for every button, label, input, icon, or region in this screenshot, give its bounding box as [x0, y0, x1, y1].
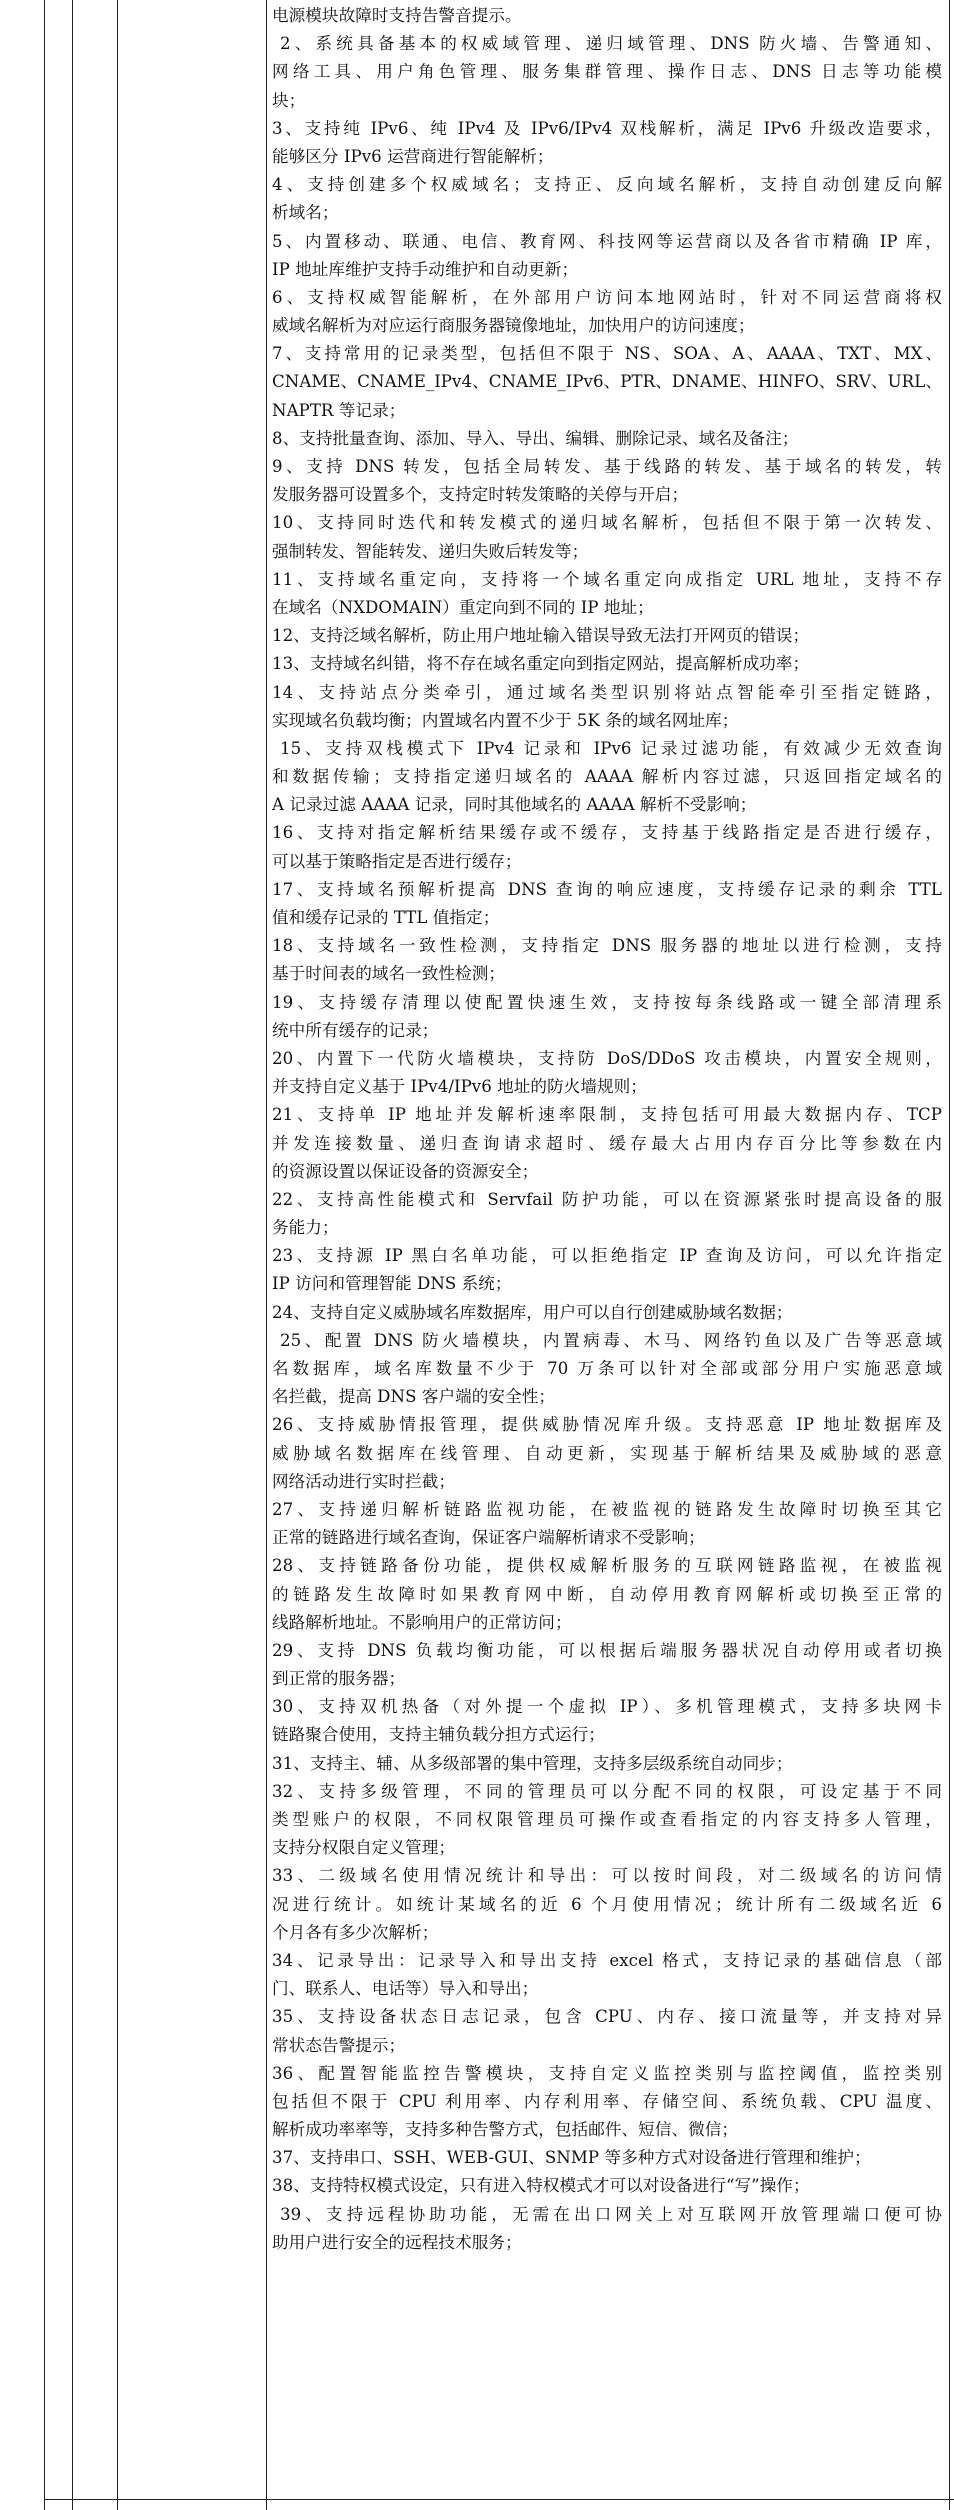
text-line: 线路解析地址。不影响用户的正常访问；: [272, 1612, 572, 1632]
text-line: 威胁域名数据库在线管理、自动更新，实现基于解析结果及威胁域的恶意: [272, 1443, 942, 1463]
text-line: 2、系统具备基本的权威域管理、递归域管理、DNS 防火墙、告警通知、: [280, 34, 942, 54]
table-border-right: [949, 0, 950, 2510]
text-line: 发服务器可设置多个，支持定时转发策略的关停与开启；: [272, 485, 689, 505]
text-line: 可以基于策略指定是否进行缓存；: [272, 851, 522, 871]
text-line: 38、支持特权模式设定，只有进入特权模式才可以对设备进行“写”操作；: [272, 2176, 810, 2196]
text-line: 名数据库，域名库数量不少于 70 万条可以针对全部或部分用户实施恶意域: [272, 1359, 942, 1378]
text-line: 到正常的服务器；: [272, 1669, 406, 1689]
text-line: 21、支持单 IP 地址并发解析速率限制，支持包括可用最大数据内存、TCP: [272, 1105, 942, 1125]
text-line: 并发连接数量、递归查询请求超时、缓存最大占用内存百分比等参数在内: [272, 1133, 942, 1153]
text-line: 名拦截，提高 DNS 客户端的安全性；: [272, 1387, 556, 1407]
text-line: 37、支持串口、SSH、WEB-GUI、SNMP 等多种方式对设备进行管理和维护；: [272, 2148, 871, 2168]
text-line: 能够区分 IPv6 运营商进行智能解析；: [272, 146, 554, 166]
text-line: 务能力；: [272, 1218, 339, 1238]
text-line: 34、记录导出：记录导入和导出支持 excel 格式，支持记录的基础信息（部: [272, 1950, 942, 1970]
text-line: 3、支持纯 IPv6、纯 IPv4 及 IPv6/IPv4 双栈解析，满足 IPv6 升级改造要求，: [272, 118, 942, 138]
text-line: 25、配置 DNS 防火墙模块，内置病毒、木马、网络钓鱼以及广告等恶意域: [280, 1330, 942, 1350]
text-line: 支持分权限自定义管理；: [272, 1838, 456, 1858]
text-line: 在域名（NXDOMAIN）重定向到不同的 IP 地址；: [272, 597, 654, 617]
text-line: 26、支持威胁情报管理，提供威胁情况库升级。支持恶意 IP 地址数据库及: [272, 1415, 942, 1435]
text-line: 15、支持双栈模式下 IPv4 记录和 IPv6 记录过滤功能，有效减少无效查询: [280, 738, 942, 758]
text-line: A 记录过滤 AAAA 记录，同时其他域名的 AAAA 解析不受影响；: [272, 795, 757, 815]
text-line: 7、支持常用的记录类型，包括但不限于 NS、SOA、A、AAAA、TXT、MX、: [272, 344, 942, 364]
text-line: 实现域名负载均衡；内置域名内置不少于 5K 条的域名网址库；: [272, 710, 739, 730]
text-line: 块；: [272, 90, 306, 110]
text-line: 4、支持创建多个权威域名；支持正、反向域名解析，支持自动创建反向解: [272, 175, 942, 195]
text-line: 36、配置智能监控告警模块，支持自定义监控类别与监控阈值，监控类别: [272, 2063, 942, 2083]
text-line: 的资源设置以保证设备的资源安全；: [272, 1161, 539, 1181]
text-line: 13、支持域名纠错，将不存在域名重定向到指定网站，提高解析成功率；: [272, 654, 810, 674]
table-column-divider-1: [72, 0, 73, 2510]
text-line: 个月各有多少次解析；: [272, 1922, 439, 1942]
text-line: 14、支持站点分类牵引，通过域名类型识别将站点智能牵引至指定链路，: [272, 682, 942, 702]
text-line: 22、支持高性能模式和 Servfail 防护功能，可以在资源紧张时提高设备的服: [272, 1189, 942, 1209]
text-line: CNAME、CNAME_IPv4、CNAME_IPv6、PTR、DNAME、HINFO、SRV、URL、: [272, 372, 942, 392]
text-line: 16、支持对指定解析结果缓存或不缓存，支持基于线路指定是否进行缓存，: [272, 823, 942, 843]
text-line: 助用户进行安全的远程技术服务；: [272, 2232, 522, 2252]
text-line: 8、支持批量查询、添加、导入、导出、编辑、删除记录、域名及备注；: [272, 428, 799, 448]
text-line: 19、支持缓存清理以使配置快速生效，支持按每条线路或一键全部清理系: [272, 992, 942, 1012]
text-line: 10、支持同时迭代和转发模式的递归域名解析，包括但不限于第一次转发、: [272, 513, 942, 533]
text-line: 况进行统计。如统计某域名的近 6 个月使用情况；统计所有二级域名近 6: [272, 1894, 942, 1914]
text-line: 23、支持源 IP 黑白名单功能，可以拒绝指定 IP 查询及访问，可以允许指定: [272, 1246, 942, 1266]
text-line: 29、支持 DNS 负载均衡功能，可以根据后端服务器状况自动停用或者切换: [272, 1640, 942, 1660]
text-line: 网络工具、用户角色管理、服务集群管理、操作日志、DNS 日志等功能模: [272, 62, 942, 82]
table-column-divider-3: [266, 0, 267, 2510]
text-line: IP 地址库维护支持手动维护和自动更新；: [272, 259, 579, 279]
text-line: 12、支持泛域名解析，防止用户地址输入错误导致无法打开网页的错误；: [272, 626, 810, 646]
text-line: 基于时间表的域名一致性检测；: [272, 964, 506, 984]
text-line: 30、支持双机热备（对外提一个虚拟 IP）、多机管理模式，支持多块网卡: [272, 1697, 942, 1717]
text-line: 9、支持 DNS 转发，包括全局转发、基于线路的转发、基于域名的转发，转: [272, 457, 942, 476]
text-line: 包括但不限于 CPU 利用率、内存利用率、存储空间、系统负载、CPU 温度、: [272, 2091, 942, 2111]
text-line: 威域名解析为对应运行商服务器镜像地址，加快用户的访问速度；: [272, 316, 755, 336]
text-line: 统中所有缓存的记录；: [272, 1020, 439, 1040]
text-line: NAPTR 等记录；: [272, 400, 406, 420]
text-line: 链路聚合使用，支持主辅负载分担方式运行；: [272, 1725, 605, 1745]
text-line: 并支持自定义基于 IPv4/IPv6 地址的防火墙规则；: [272, 1077, 647, 1097]
table-bottom-rule: [44, 2499, 954, 2500]
text-line: 17、支持域名预解析提高 DNS 查询的响应速度，支持缓存记录的剩余 TTL: [272, 879, 942, 899]
text-line: 门、联系人、电话等）导入和导出；: [272, 1979, 539, 1999]
text-line: 析域名；: [272, 203, 339, 223]
text-line: 31、支持主、辅、从多级部署的集中管理，支持多层级系统自动同步；: [272, 1753, 793, 1773]
table-border-left: [44, 0, 45, 2510]
text-line: 5、内置移动、联通、电信、教育网、科技网等运营商以及各省市精确 IP 库，: [272, 231, 942, 251]
text-line: 解析成功率率等，支持多种告警方式，包括邮件、短信、微信；: [272, 2120, 739, 2140]
text-line: 6、支持权威智能解析，在外部用户访问本地网站时，针对不同运营商将权: [272, 287, 942, 307]
text-line: 和数据传输；支持指定递归域名的 AAAA 解析内容过滤，只返回指定域名的: [272, 767, 942, 787]
table-column-divider-2: [117, 0, 118, 2510]
text-line: 11、支持域名重定向，支持将一个域名重定向成指定 URL 地址，支持不存: [272, 569, 942, 589]
text-line: 20、内置下一代防火墙模块，支持防 DoS/DDoS 攻击模块，内置安全规则，: [272, 1048, 942, 1068]
text-line: 网络活动进行实时拦截；: [272, 1471, 456, 1491]
text-line: 强制转发、智能转发、递归失败后转发等；: [272, 541, 589, 561]
text-line: 27、支持递归解析链路监视功能，在被监视的链路发生故障时切换至其它: [272, 1499, 942, 1519]
text-line: 24、支持自定义威胁域名库数据库，用户可以自行创建威胁域名数据；: [272, 1302, 793, 1322]
text-line: 常状态告警提示；: [272, 2035, 406, 2055]
text-line: 28、支持链路备份功能，提供权威解析服务的互联网链路监视，在被监视: [272, 1556, 942, 1576]
text-line: 32、支持多级管理，不同的管理员可以分配不同的权限，可设定基于不同: [272, 1781, 942, 1801]
text-line: 33、二级域名使用情况统计和导出：可以按时间段，对二级域名的访问情: [272, 1866, 942, 1886]
text-line: 的链路发生故障时如果教育网中断，自动停用教育网解析或切换至正常的: [272, 1584, 942, 1604]
text-line: 类型账户的权限，不同权限管理员可操作或查看指定的内容支持多人管理，: [272, 1810, 942, 1829]
text-line: 正常的链路进行域名查询，保证客户端解析请求不受影响；: [272, 1528, 705, 1548]
text-line: 值和缓存记录的 TTL 值指定；: [272, 908, 500, 927]
text-line: IP 访问和管理智能 DNS 系统；: [272, 1274, 512, 1294]
text-line: 18、支持域名一致性检测，支持指定 DNS 服务器的地址以进行检测，支持: [272, 936, 942, 956]
requirement-text-cell: [272, 2, 942, 2257]
text-line: 电源模块故障时支持告警音提示。: [272, 6, 522, 25]
text-line: 35、支持设备状态日志记录，包含 CPU、内存、接口流量等，并支持对异: [272, 2007, 942, 2027]
text-line: 39、支持远程协助功能，无需在出口网关上对互联网开放管理端口便可协: [280, 2204, 942, 2224]
